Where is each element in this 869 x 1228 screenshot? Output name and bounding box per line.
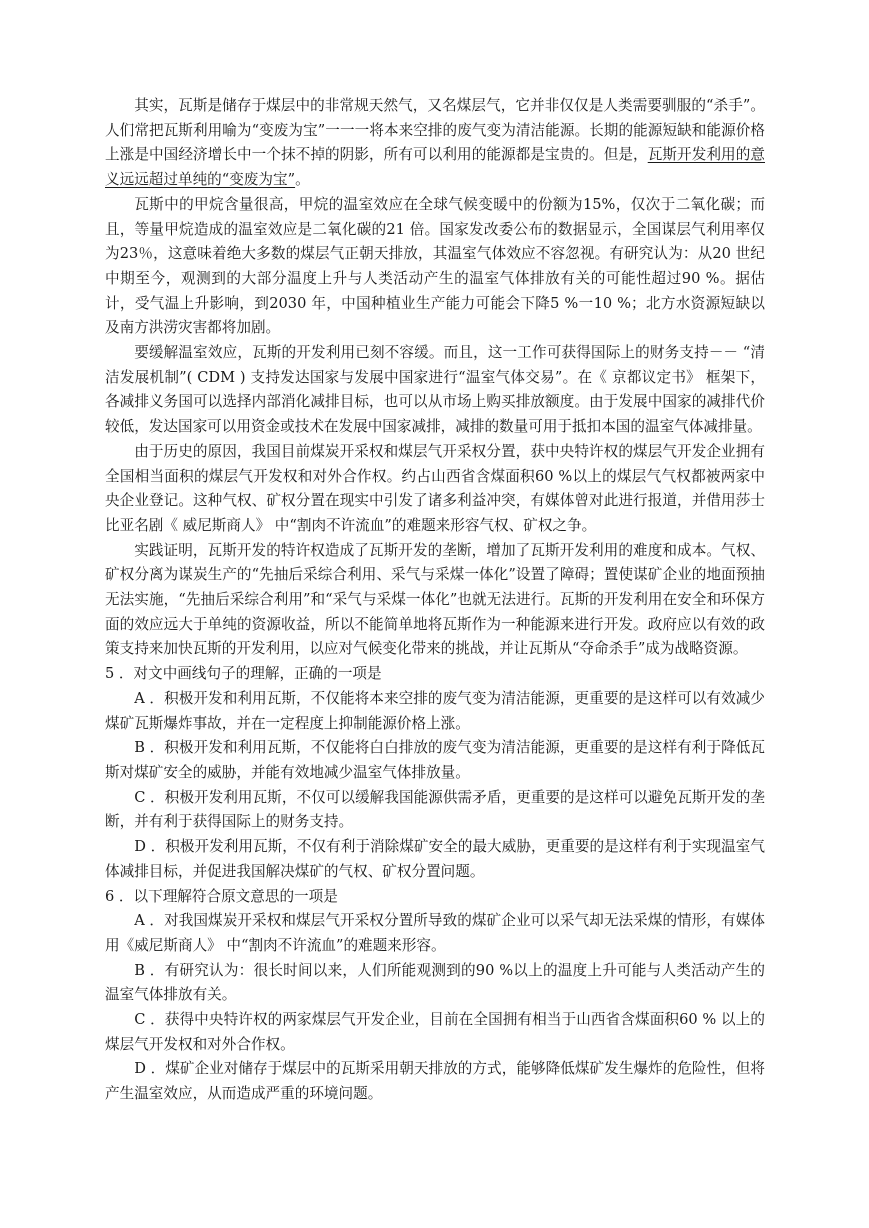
question-6-option-b: B ．有研究认为：很长时间以来，人们所能观测到的90 %以上的温度上升可能与人类活动产生的温室气体排放有关。 xyxy=(105,961,765,1004)
paragraph-1-end: 。 xyxy=(295,171,310,189)
question-5-stem: 5 ．对文中画线句子的理解，正确的一项是 xyxy=(105,665,382,683)
question-5-option-d: D ．积极开发利用瓦斯，不仅有利于消除煤矿安全的最大威胁，更重要的是这样有利于实现温室气体减排目标，并促进我国解决煤矿的气权、矿权分置问题。 xyxy=(105,838,765,880)
paragraph-5: 实践证明，瓦斯开发的特许权造成了瓦斯开发的垄断，增加了瓦斯开发利用的难度和成本。气权、矿权分离为谋炭生产的“先抽后采综合利用、采气与采煤一体化”设置了障碍；置使谋矿企业的地面预抽无法实施，“先抽后采综合利用”和“采气与采煤一体化”也就无法进行。瓦斯的开发利用在安全和环保方面的效应远大于单纯的资源收益，所以不能简单地将瓦斯作为一种能源来进行开发。政府应以有效的政策支持来加快瓦斯的开发利用，以应对气候变化带来的挑战，并让瓦斯从“夺命杀手”成为战略资源。 xyxy=(105,541,765,658)
question-6-option-a: A ．对我国煤炭开采权和煤层气开采权分置所导致的煤矿企业可以采气却无法采煤的情形，有媒体用《威尼斯商人》 中“割肉不许流血”的难题来形容。 xyxy=(105,912,765,954)
paragraph-3: 要缓解温室效应，瓦斯的开发利用已刻不容缓。而且，这一工作可获得国际上的财务支持－－ “清洁发展机制”( CDM ) 支持发达国家与发展中国家进行“温室气体交易”。在《 京都议定书》 框架下，各减排义务国可以选择内部消化减排目标，也可以从市场上购买排放额度。由于发展中国家的减排代价较低，发达国家可以用资金或技术在发展中国家减排，减排的数量可用于抵扣本国的温室气体减排量。 xyxy=(105,344,765,436)
paragraph-2: 瓦斯中的甲烷含量很高，甲烷的温室效应在全球气候变暖中的份额为15%，仅次于二氧化碳；而且，等量甲烷造成的温室效应是二氧化碳的21 倍。国家发改委公布的数据显示，全国谋层气利用率仅为23％，这意味着绝大多数的煤层气正朝天排放，其温室气体效应不容忽视。有研究认为：从20 世纪中期至今，观测到的大部分温度上升与人类活动产生的温室气体排放有关的可能性超过90 %。据估计，受气温上升影响，到2030 年，中国种植业生产能力可能会下降5 %一10 %；北方水资源短缺以及南方洪涝灾害都将加剧。 xyxy=(105,195,765,337)
question-6-option-d: D ．煤矿企业对储存于煤层中的瓦斯采用朝天排放的方式，能够降低煤矿发生爆炸的危险性，但将产生温室效应，从而造成严重的环境问题。 xyxy=(105,1060,765,1103)
paragraph-1-text: 其实，瓦斯是储存于煤层中的非常规天然气，又名煤层气，它并非仅仅是人类需要驯服的“杀手”。人们常把瓦斯利用喻为“变废为宝”一一一将本来空排的废气变为清洁能源。长期的能源短缺和能源价格上涨是中国经济增长中一个抹不掉的阴影，所有可以利用的能源都是宝贵的。但是， xyxy=(105,97,765,164)
paragraph-1 xyxy=(105,94,765,193)
question-5-option-b: B ．积极开发和利用瓦斯，不仅能将白白排放的废气变为清洁能源，更重要的是这样有利于降低瓦斯对煤矿安全的威胁，并能有效地减少温室气体排放量。 xyxy=(105,739,765,781)
paragraph-4: 由于历史的原因，我国目前煤炭开采权和煤层气开采权分置，获中央特许权的煤层气开发企业拥有全国相当面积的煤层气开发权和对外合作权。约占山西省含煤面积60 %以上的煤层气气权都被两家中央企业登记。这种气权、矿权分置在现实中引发了诸多利益冲突，有媒体曾对此进行报道，并借用莎士比亚名剧《 威尼斯商人》 中“割肉不许流血”的难题来形容气权、矿权之争。 xyxy=(105,442,765,534)
underlined-sentence: 瓦斯开发利用的意义远远超过单纯的“变废为宝” xyxy=(105,146,765,189)
question-5-option-c: C ．积极开发利用瓦斯，不仅可以缓解我国能源供需矛盾，更重要的是这样可以避免瓦斯开发的垄断，并有利于获得国际上的财务支持。 xyxy=(105,788,765,831)
question-6-stem: 6 ．以下理解符合原文意思的一项是 xyxy=(105,887,338,905)
document-page xyxy=(105,94,765,1107)
question-6-option-c: C ．获得中央特许权的两家煤层气开发企业，目前在全国拥有相当于山西省含煤面积60 % 以上的煤层气开发权和对外合作权。 xyxy=(105,1011,765,1053)
question-5-option-a: A ．积极开发和利用瓦斯，不仅能将本来空排的废气变为清洁能源，更重要的是这样可以有效减少煤矿瓦斯爆炸事故，并在一定程度上抑制能源价格上涨。 xyxy=(105,689,765,732)
